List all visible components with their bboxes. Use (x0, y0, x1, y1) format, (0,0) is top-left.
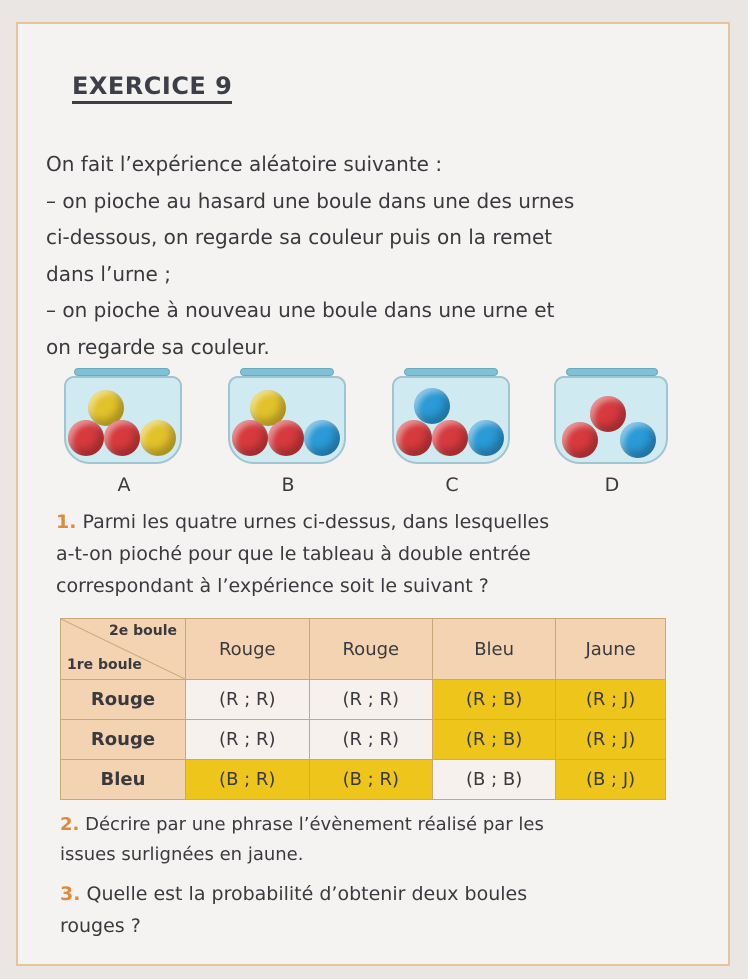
table-cell: (R ; R) (186, 680, 310, 720)
urn-a-ball-yellow (140, 420, 176, 456)
table-cell: (R ; R) (309, 680, 433, 720)
urn-d-ball-red (562, 422, 598, 458)
table-cell: (R ; R) (309, 720, 433, 760)
table-row (61, 680, 666, 720)
urn-c-lid (404, 368, 498, 376)
table-cell: (B ; B) (433, 760, 556, 800)
urn-b-lid (240, 368, 334, 376)
question-text: Parmi les quatre urnes ci-dessus, dans lesquelles (76, 511, 550, 533)
table-cell-highlighted: (R ; J) (556, 720, 666, 760)
table-cell-highlighted: (B ; J) (556, 760, 666, 800)
intro-line: dans l’urne ; (46, 261, 171, 286)
question-text: correspondant à l’expérience soit le suivant ? (56, 575, 489, 597)
urn-c-label: C (445, 474, 459, 496)
urn-c-ball-blue (468, 420, 504, 456)
question-text: issues surlignées en jaune. (60, 844, 304, 865)
question-number: 3. (60, 883, 81, 905)
urn-d-lid (566, 368, 658, 376)
question-3 (60, 878, 690, 942)
intro-line: ci-dessous, on regarde sa couleur puis on la remet (46, 225, 553, 249)
intro-line: – on pioche à nouveau une boule dans une urne et (46, 298, 555, 322)
table-cell-highlighted: (B ; R) (309, 760, 433, 800)
question-text: rouges ? (60, 915, 141, 937)
table-cell-highlighted: (R ; B) (433, 680, 556, 720)
urn-b-ball-red (232, 420, 268, 456)
question-text: a-t-on pioché pour que le tableau à double entrée (56, 543, 531, 565)
table-row (61, 760, 666, 800)
urn-c-ball-red (396, 420, 432, 456)
row-header: Rouge (61, 680, 186, 720)
column-header: Bleu (433, 619, 556, 680)
urn-d-ball-red (590, 396, 626, 432)
intro-paragraph (46, 146, 696, 365)
urn-a-ball-red (104, 420, 140, 456)
question-number: 2. (60, 814, 80, 835)
table-cell-highlighted: (R ; B) (433, 720, 556, 760)
intro-line: – on pioche au hasard une boule dans une des urnes (46, 188, 575, 213)
column-header: Rouge (309, 619, 433, 680)
table-cell-highlighted: (B ; R) (186, 760, 310, 800)
table-cell: (R ; R) (186, 720, 310, 760)
question-number: 1. (56, 511, 77, 533)
column-header: Rouge (186, 619, 310, 680)
question-text: Décrire par une phrase l’évènement réalisé par les (79, 814, 544, 835)
intro-line: on regarde sa couleur. (46, 334, 270, 359)
table-corner-cell (61, 619, 186, 680)
corner-second-label: 2e boule (108, 623, 177, 639)
urn-a-lid (74, 368, 170, 376)
urn-c-ball-blue (414, 388, 450, 424)
table-cell-highlighted: (R ; J) (556, 680, 666, 720)
urn-b-ball-red (268, 420, 304, 456)
intro-line: On fait l’expérience aléatoire suivante : (46, 152, 443, 176)
question-1 (56, 506, 686, 602)
column-header: Jaune (556, 619, 666, 680)
urn-b-label: B (281, 474, 295, 496)
urn-c-ball-red (432, 420, 468, 456)
urn-d-ball-blue (620, 422, 656, 458)
urn-a-ball-red (68, 420, 104, 456)
question-2 (60, 810, 690, 870)
urn-a-label: A (117, 474, 131, 496)
corner-first-label: 1re boule (67, 657, 142, 673)
exercise-title: EXERCICE 9 (72, 72, 232, 104)
double-entry-table (60, 618, 666, 800)
urn-b-ball-blue (304, 420, 340, 456)
table-row (61, 720, 666, 760)
urn-d-label: D (604, 474, 620, 496)
row-header: Rouge (61, 720, 186, 760)
row-header: Bleu (61, 760, 186, 800)
question-text: Quelle est la probabilité d’obtenir deux boules (80, 883, 528, 905)
